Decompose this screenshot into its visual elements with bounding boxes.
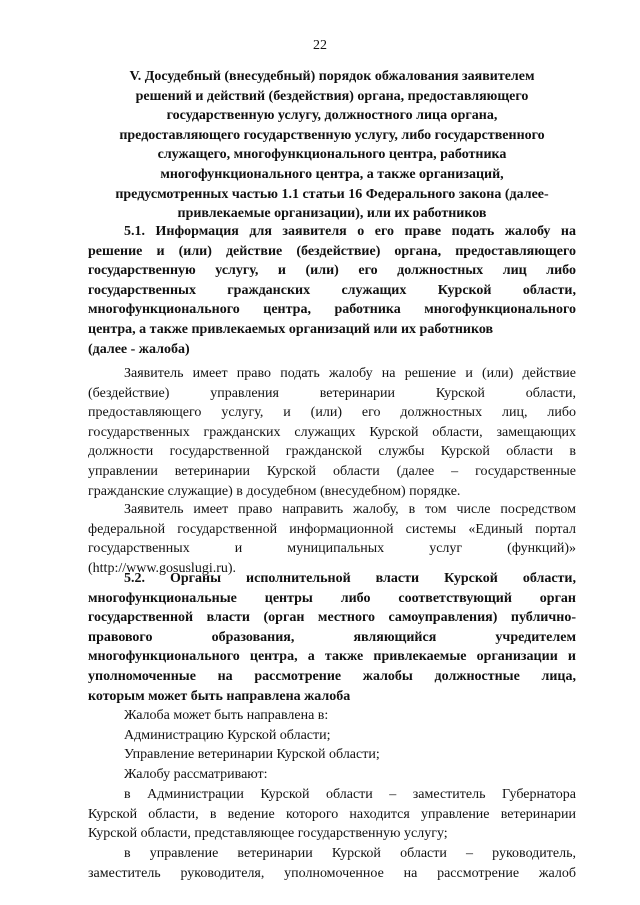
- text-line: предоставляющего услугу, и (или) его должностных лиц, либо: [88, 405, 576, 421]
- text-line: Администрацию Курской области;: [124, 727, 331, 743]
- subsection-5-2-heading: [88, 569, 576, 706]
- heading-line: правового образования, являющийся учредителем: [88, 629, 576, 645]
- heading-line: многофункциональные центры либо соответствующий орган: [88, 590, 576, 606]
- paragraph-administration-reviewer: [88, 785, 576, 844]
- heading-line: V. Досудебный (внесудебный) порядок обжалования заявителем: [129, 69, 535, 84]
- heading-line: решений и действий (бездействия) органа, предоставляющего: [135, 88, 529, 104]
- text-line: в управление ветеринарии Курской области – руководитель,: [124, 846, 576, 861]
- text-line: (http://www.gosuslugi.ru).: [88, 560, 237, 576]
- paragraph-portal: [88, 500, 576, 578]
- text-line: Жалоба может быть направлена в:: [124, 708, 329, 723]
- heading-line: государственную услугу, должностного лица органа,: [166, 108, 498, 124]
- text-line: управлении ветеринарии Курской области (далее – государственные: [88, 463, 576, 479]
- heading-line: государственной власти (орган местного самоуправления) публично-: [88, 610, 576, 626]
- text-line: Жалобу рассматривают:: [124, 766, 268, 782]
- text-line: гражданские служащие) в досудебном (внесудебном) порядке.: [88, 483, 461, 499]
- text-line: заместитель руководителя, уполномоченное на рассмотрение жалоб: [88, 865, 576, 881]
- paragraph-veterinary-reviewer: [88, 844, 576, 883]
- heading-line: уполномоченные на рассмотрение жалобы должностные лица,: [88, 668, 576, 684]
- page-number: 22: [313, 38, 327, 53]
- heading-line: предоставляющего государственную услугу, либо государственного: [119, 127, 545, 143]
- text-line: Заявитель имеет право направить жалобу, в том числе посредством: [124, 502, 576, 517]
- text-line: (бездействие) управления ветеринарии Курской области,: [88, 385, 576, 401]
- text-line: Курской области, представляющее государственную услугу;: [88, 826, 448, 842]
- text-line: в Администрации Курской области – заместитель Губернатора: [124, 787, 576, 802]
- heading-line: государственных гражданских служащих Курской области,: [88, 282, 576, 298]
- text-line: государственных и муниципальных услуг (функций)»: [88, 541, 576, 557]
- heading-line: (далее - жалоба): [88, 341, 190, 357]
- section-5-heading: [88, 67, 576, 224]
- text-line: Заявитель имеет право подать жалобу на решение и (или) действие: [124, 366, 576, 381]
- complaint-destinations: [88, 706, 576, 784]
- text-line: государственных гражданских служащих Курской области, замещающих: [88, 424, 576, 440]
- text-line: Управление ветеринарии Курской области;: [124, 747, 380, 763]
- heading-line: которым может быть направлена жалоба: [88, 688, 351, 704]
- heading-line: решение и (или) действие (бездействие) органа, предоставляющего: [88, 243, 576, 259]
- heading-line: многофункционального центра, работника многофункционального: [88, 302, 576, 318]
- heading-line: многофункционального центра, а также привлекаемые организации и: [88, 649, 576, 665]
- heading-line: привлекаемые организации), или их работников: [177, 206, 487, 222]
- paragraph-right-to-complain: [88, 364, 576, 501]
- heading-line: предусмотренных частью 1.1 статьи 16 Федерального закона (далее-: [115, 186, 549, 202]
- text-line: должности государственной гражданской службы Курской области в: [88, 444, 576, 460]
- subsection-5-1-heading: [88, 222, 576, 359]
- heading-line: государственную услугу, и (или) его должностных лиц либо: [88, 263, 576, 279]
- heading-line: служащего, многофункционального центра, работника: [157, 147, 507, 163]
- text-line: Курской области, в ведение которого находится управление ветеринарии: [88, 806, 576, 822]
- heading-line: многофункционального центра, а также организаций,: [160, 166, 504, 182]
- heading-line: 5.2. Органы исполнительной власти Курской области,: [124, 571, 576, 586]
- heading-line: 5.1. Информация для заявителя о его праве подать жалобу на: [124, 224, 576, 239]
- text-line: федеральной государственной информационной системы «Единый портал: [88, 521, 576, 537]
- heading-line: центра, а также привлекаемых организаций или их работников: [88, 321, 494, 337]
